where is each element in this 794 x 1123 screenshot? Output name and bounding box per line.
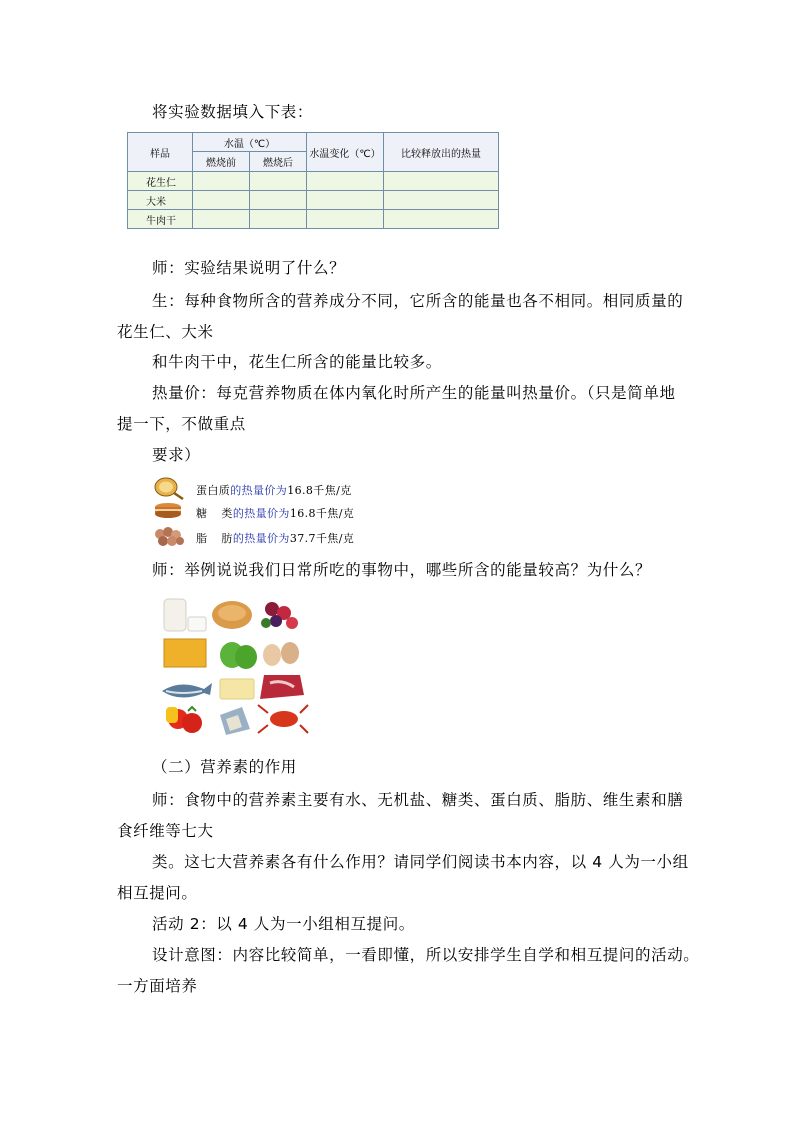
table-cell[interactable] (193, 210, 250, 229)
row-label-beef-jerky: 牛肉干 (128, 210, 193, 229)
table-cell[interactable] (250, 191, 307, 210)
answer-1-line-1: 生：每种食物所含的营养成分不同，它所含的能量也各不相同。相同质量的 (152, 292, 684, 310)
nutrient-value: 16.8千焦/克 (289, 507, 355, 520)
header-heat: 比较释放出的热量 (384, 133, 499, 172)
nutrient-name: 脂 (196, 532, 208, 545)
food-collage-image (160, 595, 310, 741)
question-2: 师：举例说说我们日常所吃的事物中，哪些所含的能量较高？为什么？ (152, 561, 652, 579)
paragraph-2-line-3: 类。这七大营养素各有什么作用？请同学们阅读书本内容，以 4 人为一小组 (152, 853, 689, 871)
table-cell[interactable] (384, 172, 499, 191)
design-intent-line-2: 一方面培养 (117, 977, 198, 995)
nutrient-name: 糖 (196, 507, 208, 520)
activity-text: 活动 2：以 4 人为一小组相互提问。 (152, 915, 415, 933)
nutrient-fat (196, 530, 354, 546)
nutrient-phrase: 的热量价为 (232, 507, 290, 520)
fat-icon (152, 526, 186, 548)
table-cell[interactable] (250, 172, 307, 191)
header-before: 燃烧前 (193, 152, 250, 172)
nutrient-protein (196, 482, 352, 498)
experiment-table (127, 132, 499, 229)
table-cell[interactable] (384, 210, 499, 229)
header-water-temp: 水温（℃） (193, 133, 307, 152)
table-cell[interactable] (384, 191, 499, 210)
table-cell[interactable] (307, 172, 384, 191)
header-after: 燃烧后 (250, 152, 307, 172)
nutrient-name: 蛋白质 (196, 484, 231, 497)
nutrient-phrase: 的热量价为 (230, 484, 288, 497)
row-label-peanut: 花生仁 (128, 172, 193, 191)
protein-icon (152, 476, 186, 500)
table-cell[interactable] (250, 210, 307, 229)
definition-line-1: 热量价：每克营养物质在体内氧化时所产生的能量叫热量价。（只是简单地 (152, 384, 676, 402)
answer-1-line-3: 和牛肉干中，花生仁所含的能量比较多。 (152, 353, 442, 371)
question-1: 师：实验结果说明了什么？ (152, 259, 346, 277)
row-label-rice: 大米 (128, 191, 193, 210)
paragraph-2-line-4: 相互提问。 (117, 884, 198, 902)
sugar-icon (152, 501, 186, 521)
answer-1-line-2: 花生仁、大米 (117, 323, 214, 341)
table-cell[interactable] (307, 191, 384, 210)
paragraph-2-line-1: 师：食物中的营养素主要有水、无机盐、糖类、蛋白质、脂肪、维生素和膳 (152, 791, 684, 809)
nutrient-phrase: 的热量价为 (232, 532, 290, 545)
section-title: （二）营养素的作用 (152, 758, 297, 776)
header-temp-change: 水温变化（℃） (307, 133, 384, 172)
definition-line-3: 要求） (152, 446, 201, 464)
intro-text: 将实验数据填入下表： (152, 103, 314, 121)
header-sample: 样品 (128, 133, 193, 172)
table-cell[interactable] (193, 191, 250, 210)
nutrient-sugar (196, 505, 354, 521)
design-intent-line-1: 设计意图：内容比较简单，一看即懂，所以安排学生自学和相互提问的活动。 (152, 946, 700, 964)
nutrient-value: 37.7千焦/克 (289, 532, 355, 545)
definition-line-2: 提一下，不做重点 (117, 415, 246, 433)
nutrient-value: 16.8千焦/克 (287, 484, 352, 497)
table-cell[interactable] (307, 210, 384, 229)
paragraph-2-line-2: 食纤维等七大 (117, 822, 214, 840)
table-cell[interactable] (193, 172, 250, 191)
nutrient-name-2: 类 (221, 507, 233, 520)
nutrient-name-2: 肪 (221, 532, 233, 545)
